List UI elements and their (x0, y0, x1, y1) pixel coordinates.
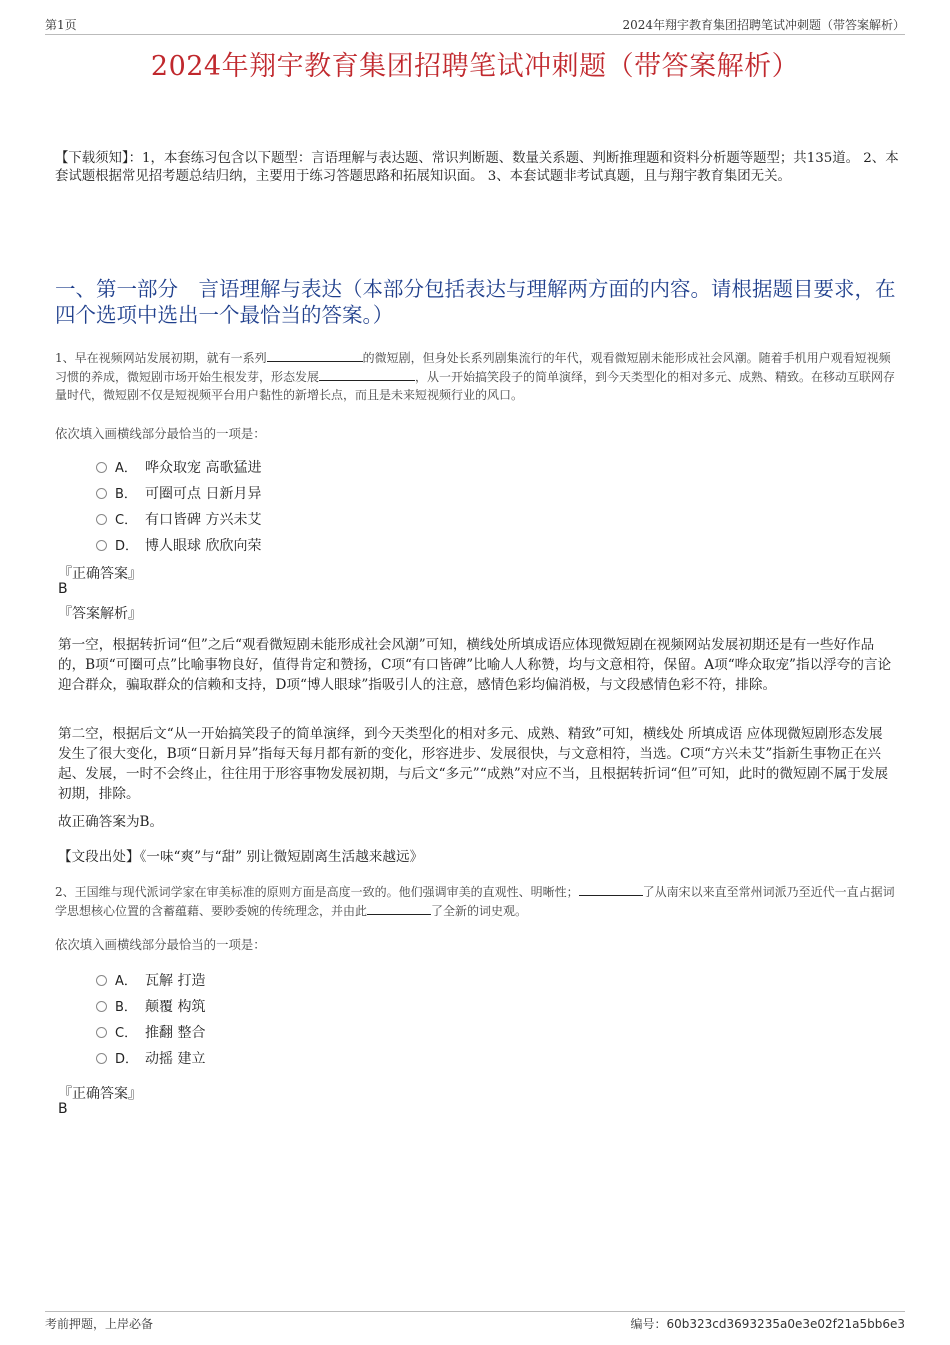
question-1-text: 1、早在视频网站发展初期，就有一系列 的微短剧，但身处长系列剧集流行的年代，观看微短剧未能形成社会风潮。随着手机用户观看短视频习惯的养成，微短剧市场开始生根发芽，形态发展 ，从一开始搞笑段子的简单演绎，到今天类型化的相对多元、成熟、精致。在移动互联网存量时代，微短剧不仅是短视频平台用户黏性的新增长点，而且是未来短视频行业的风口。 (55, 348, 900, 404)
blank-1 (579, 882, 643, 896)
q1-analysis-paragraph-1: 第一空，根据转折词“但”之后“观看微短剧未能形成社会风潮”可知，横线处所填成语应体现微短剧在视频网站发展初期还是有一些好作品的，B项“可圈可点”比喻事物良好，值得肯定和赞扬，C项“有口皆碑”比喻人人称赞，均与文意相符，保留。A项“哗众取宠”指以浮夸的言论迎合群众，骗取群众的信赖和支持，D项“博人眼球”指吸引人的注意，感情色彩均偏消极，与文段感情色彩不符，排除。 (58, 637, 892, 693)
document-title: 2024年翔宇教育集团招聘笔试冲刺题（带答案解析） (150, 51, 800, 82)
page-header (45, 14, 905, 35)
blank-2 (367, 901, 431, 915)
header-doc-title: 2024年翔宇教育集团招聘笔试冲刺题（带答案解析） (622, 18, 905, 32)
question-2-text: 2、王国维与现代派词学家在审美标准的原则方面是高度一致的。他们强调审美的直观性、明晰性； 了从南宋以来直至常州词派乃至近代一直占据词学思想核心位置的含蓄蕴藉、要眇委婉的传统理念，并由此 了全新的词史观。 (55, 882, 900, 920)
section-heading: 一、第一部分 言语理解与表达（本部分包括表达与理解两方面的内容。请根据题目要求，在四个选项中选出一个最恰当的答案。） (55, 277, 896, 327)
q2-answer: B (58, 1101, 68, 1117)
question-2-prompt: 依次填入画横线部分最恰当的一项是： (55, 937, 266, 952)
footer-code: 编号：60b323cd3693235a0e3e02f21a5bb6e3 (630, 1317, 905, 1331)
radio-icon[interactable] (96, 514, 107, 525)
footer-slogan: 考前押题，上岸必备 (45, 1317, 154, 1331)
page-footer (45, 1311, 905, 1332)
question-1-prompt: 依次填入画横线部分最恰当的一项是： (55, 426, 266, 441)
page-number: 第1页 (45, 18, 77, 32)
q2-answer-label: 『正确答案』 (58, 1086, 142, 1102)
q1-answer: B (58, 581, 68, 597)
radio-icon[interactable] (96, 540, 107, 551)
download-notice: 【下载须知】：1，本套练习包含以下题型：言语理解与表达题、常识判断题、数量关系题、判断推理题和资料分析题等题型；共135道。 2、本套试题根据常见招考题总结归纳，主要用于练习答题思路和拓展知识面。 3、本套试题非考试真题，且与翔宇教育集团无关。 (55, 151, 899, 184)
radio-icon[interactable] (96, 1027, 107, 1038)
q1-answer-label: 『正确答案』 (58, 566, 142, 582)
radio-icon[interactable] (96, 462, 107, 473)
radio-icon[interactable] (96, 975, 107, 986)
blank-2 (319, 367, 415, 381)
radio-icon[interactable] (96, 1053, 107, 1064)
radio-icon[interactable] (96, 488, 107, 499)
q1-analysis-label: 『答案解析』 (58, 606, 142, 622)
radio-icon[interactable] (96, 1001, 107, 1012)
q1-analysis-paragraph-2: 第二空，根据后文“从一开始搞笑段子的简单演绎，到今天类型化的相对多元、成熟、精致”可知，横线处 所填成语 应体现微短剧形态发展发生了很大变化，B项“日新月异”指每天每月都有新的变化，形容进步、发展很快，与文意相符，当选。C项“方兴未艾”指新生事物正在兴起、发展，一时不会终止，往往用于形容事物发展初期，与后文“多元”“成熟”对应不当，且根据转折词“但”可知，此时的微短剧不属于发展初期，排除。 (58, 726, 889, 802)
q1-source: 【文段出处】《一味“爽”与“甜” 别让微短剧离生活越来越远》 (58, 849, 424, 865)
blank-1 (267, 348, 363, 362)
q1-conclusion: 故正确答案为B。 (58, 814, 164, 830)
